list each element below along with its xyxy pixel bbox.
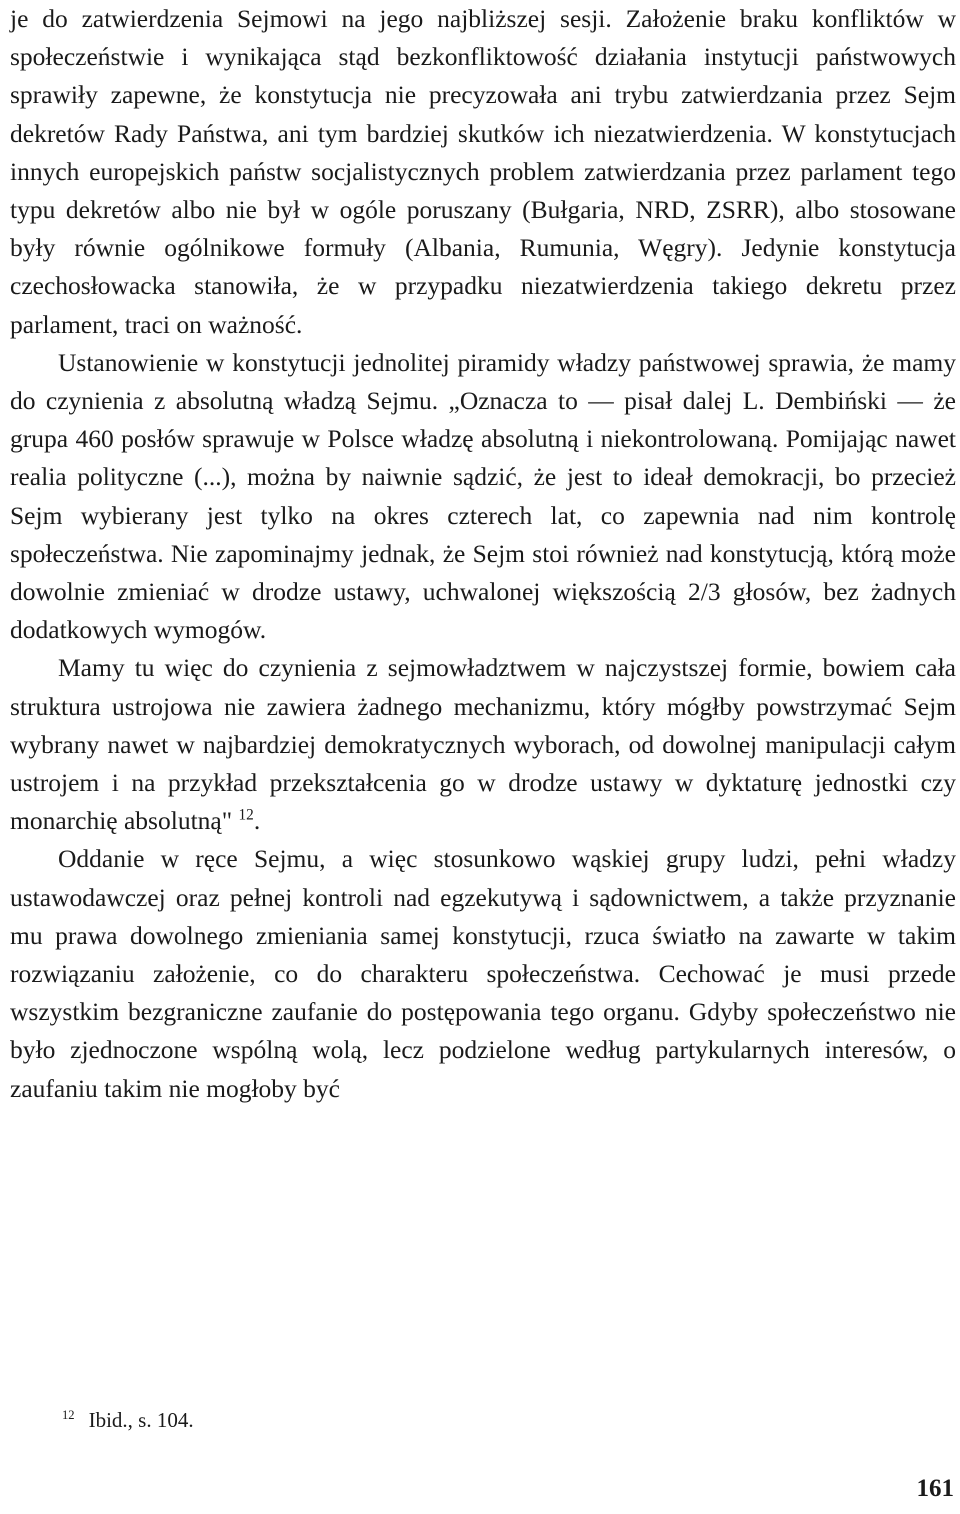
paragraph-3 [10, 649, 956, 840]
paragraph-3-end: . [253, 806, 261, 836]
footnote-text: Ibid., s. 104. [88, 1408, 194, 1432]
paragraph-2: Ustanowienie w konstytucji jednolitej piramidy władzy państwowej sprawia, że mamy do czynienia z absolutną władzą Sejmu. „Oznacza to — pisał dalej L. Dembiński — że grupa 460 posłów sprawuje w Polsce władzę absolutną i niekontrolowaną. Pomijając nawet realia polityczne (...), można by naiwnie sądzić, że jest to ideał demokracji, bo przecież Sejm wybierany jest tylko na okres czterech lat, co zapewnia nad nim kontrolę społeczeństwa. Nie zapominajmy jednak, że Sejm stoi również nad konstytucją, którą może dowolnie zmieniać w drodze ustawy, uchwalonej większością 2/3 głosów, bez żadnych dodatkowych wymogów. [10, 347, 956, 645]
footnote [62, 1405, 194, 1435]
paragraph-3-text: Mamy tu więc do czynienia z sejmowładztwem w najczystszej formie, bowiem cała struktura ustrojowa nie zawiera żadnego mechanizmu, który mógłby powstrzymać Sejm wybrany nawet w najbardziej demokratycznych wyborach, od dowolnej manipulacji całym ustrojem i na przykład przekształcenia go w drodze ustawy w dyktaturę jednostki czy monarchię absolutną" [10, 653, 956, 836]
footnote-mark: 12 [62, 1408, 75, 1422]
body-text [10, 0, 956, 1108]
paragraph-1: je do zatwierdzenia Sejmowi na jego najbliższej sesji. Założenie braku konfliktów w społeczeństwie i wynikająca stąd bezkonfliktowość działania instytucji państwowych sprawiły zapewne, że konstytucja nie precyzowała ani trybu zatwierdzania przez Sejm dekretów Rady Państwa, ani tym bardziej skutków ich niezatwierdzenia. W konstytucjach innych europejskich państw socjalistycznych problem zatwierdzania przez parlament tego typu dekretów albo nie był w ogóle poruszany (Bułgaria, NRD, ZSRR), albo stosowane były równie ogólnikowe formuły (Albania, Rumunia, Węgry). Jedynie konstytucja czechosłowacka stanowiła, że w przypadku niezatwierdzenia takiego dekretu przez parlament, traci on ważność. [10, 4, 956, 339]
paragraph-4: Oddanie w ręce Sejmu, a więc stosunkowo wąskiej grupy ludzi, pełni władzy ustawodawczej oraz pełnej kontroli nad egzekutywą i sądownictwem, a także przyznanie mu prawa dowolnego zmieniania samej konstytucji, rzuca światło na zawarte w takim rozwiązaniu założenie, co do charakteru społeczeństwa. Cechować je musi przede wszystkim bezgraniczne zaufanie do postępowania tego organu. Gdyby społeczeństwo nie było zjednoczone wspólną wolą, lecz podzielone według partykularnych interesów, o zaufaniu takim nie mogłoby być [10, 844, 956, 1103]
footnote-reference: 12 [238, 806, 254, 824]
page-number: 161 [916, 1475, 954, 1502]
document-page [10, 0, 956, 1108]
